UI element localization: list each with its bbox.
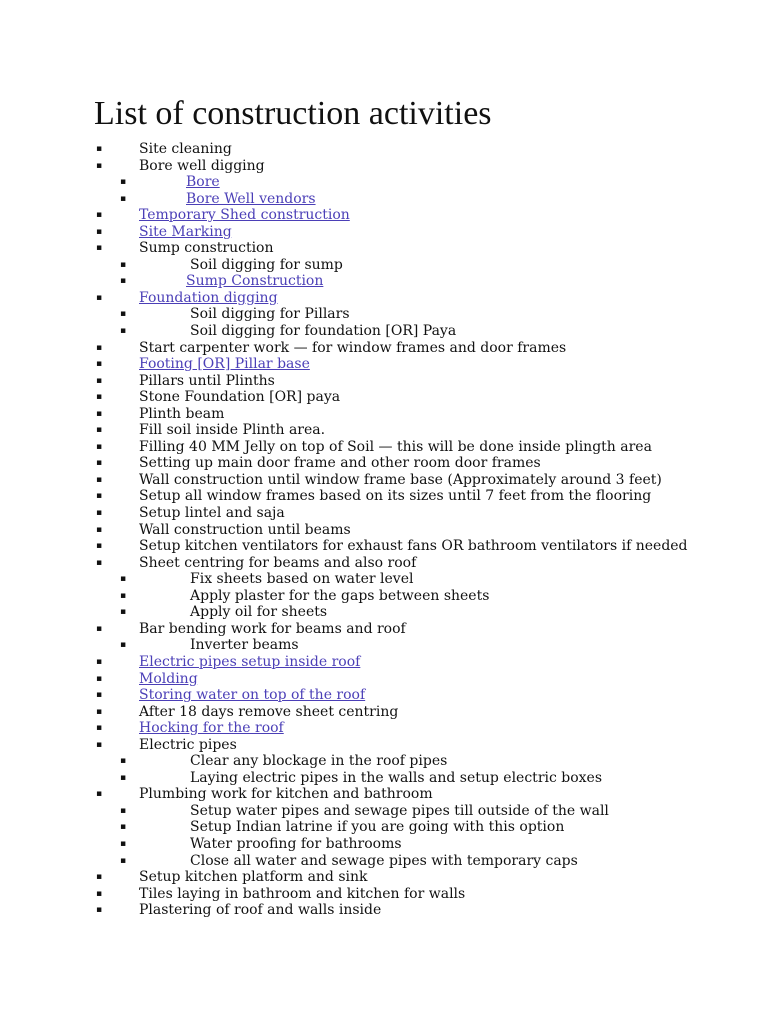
list-item — [0, 158, 768, 175]
list-item-link[interactable]: Hocking for the roof — [139, 720, 284, 737]
list-item-label: Soil digging for Pillars — [190, 306, 350, 323]
list-item — [0, 505, 768, 522]
activity-list — [0, 141, 768, 919]
list-item-link[interactable]: Footing [OR] Pillar base — [139, 356, 310, 373]
list-item-label: Sump construction — [139, 240, 274, 257]
list-item-label: Pillars until Plinths — [139, 372, 275, 389]
list-item-label: Apply oil for sheets — [190, 604, 328, 621]
bullet-icon: ▪ — [96, 905, 103, 916]
list-item — [0, 737, 768, 754]
list-item-label: Close all water and sewage pipes with temporary caps — [190, 852, 578, 869]
list-item — [0, 373, 768, 390]
sub-list-item — [0, 803, 768, 820]
list-item-link[interactable]: Foundation digging — [139, 289, 278, 306]
list-item — [0, 704, 768, 721]
bullet-icon: ▪ — [96, 226, 103, 237]
list-item — [0, 356, 768, 373]
list-item-label: Plastering of roof and walls inside — [139, 902, 382, 919]
list-item — [0, 671, 768, 688]
bullet-icon: ▪ — [120, 756, 127, 767]
bullet-icon: ▪ — [120, 607, 127, 618]
list-item-label: Plumbing work for kitchen and bathroom — [139, 786, 433, 803]
bullet-icon: ▪ — [120, 177, 127, 188]
list-item-label: Bore well digging — [139, 157, 265, 174]
bullet-icon: ▪ — [96, 623, 103, 634]
list-item-label: Water proofing for bathrooms — [190, 835, 402, 852]
list-item — [0, 472, 768, 489]
bullet-icon: ▪ — [120, 276, 127, 287]
sub-list-item — [0, 836, 768, 853]
list-item-label: Laying electric pipes in the walls and setup electric boxes — [190, 769, 603, 786]
list-item-label: Stone Foundation [OR] paya — [139, 389, 341, 406]
sub-list-item — [0, 637, 768, 654]
bullet-icon: ▪ — [120, 193, 127, 204]
list-item — [0, 654, 768, 671]
list-item — [0, 720, 768, 737]
bullet-icon: ▪ — [120, 822, 127, 833]
list-item — [0, 439, 768, 456]
sub-list-item — [0, 571, 768, 588]
list-item — [0, 207, 768, 224]
bullet-icon: ▪ — [96, 739, 103, 750]
list-item-label: Inverter beams — [190, 637, 299, 654]
list-item-link[interactable]: Bore — [186, 174, 220, 191]
list-item-label: Clear any blockage in the roof pipes — [190, 753, 448, 770]
list-item — [0, 538, 768, 555]
sub-list-item — [0, 191, 768, 208]
bullet-icon: ▪ — [96, 375, 103, 386]
sub-list-item — [0, 770, 768, 787]
bullet-icon: ▪ — [120, 590, 127, 601]
list-item-link[interactable]: Storing water on top of the roof — [139, 687, 366, 704]
bullet-icon: ▪ — [96, 441, 103, 452]
sub-list-item — [0, 819, 768, 836]
list-item-link[interactable]: Bore Well vendors — [186, 190, 316, 207]
bullet-icon: ▪ — [96, 144, 103, 154]
bullet-icon: ▪ — [120, 640, 127, 651]
list-item-label: Setup kitchen ventilators for exhaust fans OR bathroom ventilators if needed — [139, 538, 688, 555]
bullet-icon: ▪ — [96, 888, 103, 899]
list-item-label: Fix sheets based on water level — [190, 571, 414, 588]
bullet-icon: ▪ — [96, 474, 103, 485]
list-item-label: Wall construction until beams — [139, 521, 351, 538]
bullet-icon: ▪ — [96, 210, 103, 221]
list-item-link[interactable]: Electric pipes setup inside roof — [139, 653, 361, 670]
bullet-icon: ▪ — [96, 690, 103, 701]
sub-list-item — [0, 853, 768, 870]
list-item — [0, 141, 768, 158]
list-item — [0, 886, 768, 903]
list-item-label: Setup lintel and saja — [139, 505, 285, 522]
bullet-icon: ▪ — [96, 243, 103, 254]
list-item — [0, 290, 768, 307]
list-item — [0, 902, 768, 919]
sub-list-item — [0, 753, 768, 770]
bullet-icon: ▪ — [120, 838, 127, 849]
list-item-label: Setup kitchen platform and sink — [139, 869, 368, 886]
sub-list-item — [0, 323, 768, 340]
list-item-link[interactable]: Sump Construction — [186, 273, 324, 290]
list-item-label: Filling 40 MM Jelly on top of Soil — this will be done inside plingth area — [139, 438, 652, 455]
bullet-icon: ▪ — [96, 359, 103, 370]
sub-list-item — [0, 588, 768, 605]
bullet-icon: ▪ — [96, 292, 103, 303]
bullet-icon: ▪ — [96, 524, 103, 535]
bullet-icon: ▪ — [96, 392, 103, 403]
list-item-label: Setting up main door frame and other room door frames — [139, 455, 541, 472]
bullet-icon: ▪ — [96, 557, 103, 568]
sub-list-item — [0, 604, 768, 621]
list-item — [0, 522, 768, 539]
list-item-label: Tiles laying in bathroom and kitchen for walls — [139, 885, 466, 902]
list-item-label: Fill soil inside Plinth area. — [139, 422, 326, 439]
bullet-icon: ▪ — [96, 508, 103, 519]
sub-list-item — [0, 306, 768, 323]
sub-list-item — [0, 257, 768, 274]
list-item-link[interactable]: Temporary Shed construction — [139, 207, 350, 224]
bullet-icon: ▪ — [96, 160, 103, 171]
list-item-label: After 18 days remove sheet centring — [139, 703, 399, 720]
list-item — [0, 488, 768, 505]
bullet-icon: ▪ — [96, 342, 103, 353]
list-item-label: Start carpenter work — for window frames and door frames — [139, 339, 567, 356]
bullet-icon: ▪ — [96, 541, 103, 552]
list-item — [0, 621, 768, 638]
list-item-link[interactable]: Molding — [139, 670, 198, 687]
bullet-icon: ▪ — [96, 656, 103, 667]
list-item — [0, 455, 768, 472]
list-item — [0, 687, 768, 704]
list-item — [0, 406, 768, 423]
list-item-label: Apply plaster for the gaps between sheets — [190, 587, 490, 604]
bullet-icon: ▪ — [120, 574, 127, 585]
bullet-icon: ▪ — [96, 491, 103, 502]
list-item — [0, 869, 768, 886]
list-item — [0, 240, 768, 257]
list-item-label: Electric pipes — [139, 736, 237, 753]
page-title: List of construction activities — [94, 95, 492, 132]
list-item — [0, 786, 768, 803]
list-item-link[interactable]: Site Marking — [139, 223, 232, 240]
bullet-icon: ▪ — [96, 723, 103, 734]
bullet-icon: ▪ — [120, 309, 127, 320]
list-item-label: Wall construction until window frame base (Approximately around 3 feet) — [139, 471, 662, 488]
bullet-icon: ▪ — [120, 259, 127, 270]
list-item-label: Soil digging for foundation [OR] Paya — [190, 323, 457, 340]
bullet-icon: ▪ — [96, 458, 103, 469]
list-item — [0, 389, 768, 406]
list-item-label: Soil digging for sump — [190, 256, 343, 273]
list-item-label: Sheet centring for beams and also roof — [139, 554, 417, 571]
list-item — [0, 422, 768, 439]
bullet-icon: ▪ — [96, 425, 103, 436]
sub-list-item — [0, 273, 768, 290]
sub-list-item — [0, 174, 768, 191]
bullet-icon: ▪ — [120, 772, 127, 783]
list-item-label: Setup water pipes and sewage pipes till outside of the wall — [190, 802, 609, 819]
list-item — [0, 340, 768, 357]
bullet-icon: ▪ — [96, 408, 103, 419]
list-item-label: Setup Indian latrine if you are going with this option — [190, 819, 565, 836]
list-item — [0, 224, 768, 241]
list-item-label: Plinth beam — [139, 405, 225, 422]
bullet-icon: ▪ — [96, 789, 103, 800]
list-item-label: Setup all window frames based on its sizes until 7 feet from the flooring — [139, 488, 652, 505]
bullet-icon: ▪ — [96, 706, 103, 717]
bullet-icon: ▪ — [120, 855, 127, 866]
bullet-icon: ▪ — [96, 673, 103, 684]
bullet-icon: ▪ — [120, 326, 127, 337]
list-item — [0, 555, 768, 572]
list-item-label: Site cleaning — [139, 141, 232, 157]
list-item-label: Bar bending work for beams and roof — [139, 620, 406, 637]
bullet-icon: ▪ — [120, 805, 127, 816]
bullet-icon: ▪ — [96, 872, 103, 883]
